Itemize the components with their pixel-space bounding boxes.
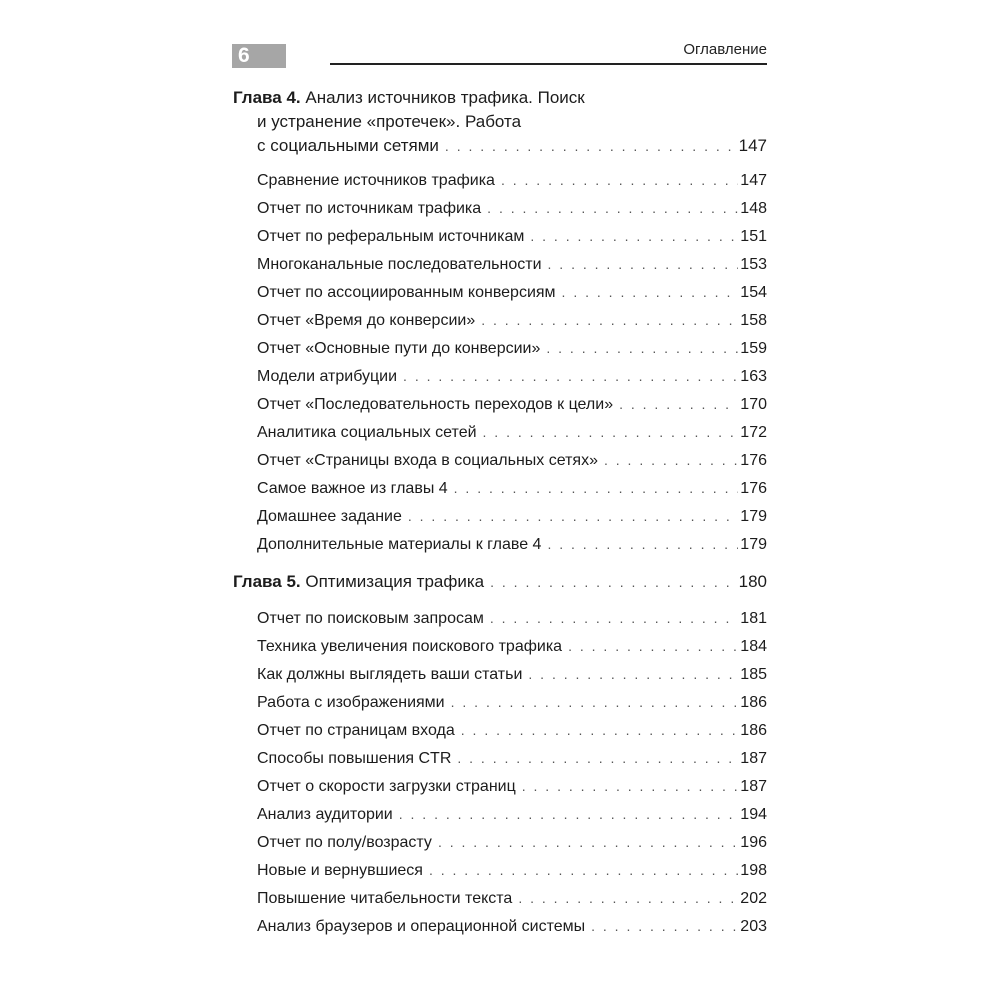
chapter-4-title-part-3: с социальными сетями <box>257 136 439 155</box>
toc-entry[interactable] <box>233 744 767 772</box>
toc-entry-title: Дополнительные материалы к главе 4 <box>257 536 542 553</box>
dot-leader <box>429 856 738 884</box>
toc-entry-page: 163 <box>740 368 767 385</box>
toc-entry-page: 148 <box>740 200 767 217</box>
toc-entry[interactable] <box>233 306 767 334</box>
toc-entry-title: Анализ браузеров и операционной системы <box>257 918 586 935</box>
toc-entry-page: 185 <box>740 666 767 683</box>
toc-entry-page: 176 <box>740 452 767 469</box>
toc-entry-title: Отчет «Последовательность переходов к цели» <box>257 396 614 413</box>
toc-entry-page: 184 <box>740 638 767 655</box>
dot-leader <box>399 800 739 828</box>
toc-entry-title: Домашнее задание <box>257 508 402 525</box>
toc-entry-page: 203 <box>740 918 767 935</box>
dot-leader <box>483 418 739 446</box>
dot-leader <box>619 390 738 418</box>
toc-entry-title: Работа с изображениями <box>257 694 445 711</box>
dot-leader <box>481 306 738 334</box>
toc-entry[interactable] <box>233 334 767 362</box>
chapter-4-entries <box>233 166 767 558</box>
dot-leader <box>604 446 738 474</box>
toc-entry-title: Отчет по полу/возрасту <box>257 834 432 851</box>
toc-entry-page: 151 <box>740 228 767 245</box>
toc-entry-page: 153 <box>740 256 767 273</box>
toc-entry[interactable] <box>233 884 767 912</box>
chapter-5-title-text: Оптимизация трафика <box>305 572 485 591</box>
toc-entry[interactable] <box>233 688 767 716</box>
toc-entry-page: 172 <box>740 424 767 441</box>
toc-entry[interactable] <box>233 362 767 390</box>
dot-leader <box>528 660 738 688</box>
toc-entry-page: 159 <box>740 340 767 357</box>
toc-entry-page: 170 <box>740 396 767 413</box>
toc-entry-title: Модели атрибуции <box>257 368 398 385</box>
toc-entry-title: Как должны выглядеть ваши статьи <box>257 666 523 683</box>
toc-entry-page: 187 <box>740 750 767 767</box>
toc-entry-page: 186 <box>740 722 767 739</box>
page-number: 6 <box>232 44 286 68</box>
dot-leader <box>457 744 738 772</box>
toc-entry-title: Техника увеличения поискового трафика <box>257 638 563 655</box>
toc-entry[interactable] <box>233 604 767 632</box>
toc-entry-title: Самое важное из главы 4 <box>257 480 448 497</box>
toc-entry-page: 147 <box>740 172 767 189</box>
toc-entry-title: Повышение читабельности текста <box>257 890 513 907</box>
toc-entry[interactable] <box>233 716 767 744</box>
toc-entry-page: 202 <box>740 890 767 907</box>
toc-entry[interactable] <box>233 912 767 940</box>
toc-entry[interactable] <box>233 166 767 194</box>
chapter-4-heading <box>233 86 767 158</box>
toc-entry-page: 196 <box>740 834 767 851</box>
dot-leader <box>591 912 738 940</box>
toc-entry-title: Аналитика социальных сетей <box>257 424 477 441</box>
toc-entry[interactable] <box>233 194 767 222</box>
toc-entry[interactable] <box>233 278 767 306</box>
chapter-4-page: 147 <box>738 136 767 155</box>
chapter-4-title-line-3 <box>233 134 767 158</box>
toc-entry[interactable] <box>233 800 767 828</box>
toc-entry[interactable] <box>233 502 767 530</box>
toc-entry[interactable] <box>233 856 767 884</box>
toc-entry-page: 176 <box>740 480 767 497</box>
dot-leader <box>547 530 738 558</box>
toc-entry-title: Отчет по источникам трафика <box>257 200 482 217</box>
running-header-title: Оглавление <box>683 41 767 58</box>
toc-entry[interactable] <box>233 530 767 558</box>
dot-leader <box>562 278 739 306</box>
toc-entry-page: 179 <box>740 536 767 553</box>
toc-entry[interactable] <box>233 390 767 418</box>
toc-entry-title: Отчет по реферальным источникам <box>257 228 525 245</box>
toc-entry[interactable] <box>233 446 767 474</box>
toc-entry-title: Отчет «Основные пути до конверсии» <box>257 340 541 357</box>
dot-leader <box>445 134 737 158</box>
chapter-5-title <box>233 568 484 596</box>
toc-entry-title: Отчет по ассоциированным конверсиям <box>257 284 556 301</box>
toc-entry[interactable] <box>233 474 767 502</box>
dot-leader <box>487 194 738 222</box>
toc-entry-page: 154 <box>740 284 767 301</box>
dot-leader <box>403 362 738 390</box>
chapter-5-entries <box>233 604 767 940</box>
dot-leader <box>518 884 738 912</box>
dot-leader <box>490 568 737 596</box>
dot-leader <box>461 716 739 744</box>
toc-entry-title: Способы повышения CTR <box>257 750 452 767</box>
toc-entry-title: Сравнение источников трафика <box>257 172 495 189</box>
chapter-4-title-part-1: Анализ источников трафика. Поиск <box>305 88 585 107</box>
toc-entry-page: 158 <box>740 312 767 329</box>
chapter-5-heading[interactable] <box>233 568 767 596</box>
toc-entry-page: 187 <box>740 778 767 795</box>
toc-entry[interactable] <box>233 222 767 250</box>
dot-leader <box>548 250 739 278</box>
toc-entry-page: 186 <box>740 694 767 711</box>
dot-leader <box>568 632 738 660</box>
dot-leader <box>501 166 738 194</box>
toc-entry[interactable] <box>233 632 767 660</box>
toc-entry-title: Отчет по страницам входа <box>257 722 455 739</box>
toc-entry[interactable] <box>233 772 767 800</box>
toc-entry-page: 181 <box>740 610 767 627</box>
chapter-4-title-line-2: и устранение «протечек». Работа <box>257 112 522 131</box>
toc-entry-page: 198 <box>740 862 767 879</box>
toc-entry[interactable] <box>233 418 767 446</box>
toc-entry-page: 194 <box>740 806 767 823</box>
toc-entry-title: Отчет «Страницы входа в социальных сетях» <box>257 452 598 469</box>
toc-entry-title: Отчет о скорости загрузки страниц <box>257 778 516 795</box>
header-rule <box>330 63 767 65</box>
dot-leader <box>490 604 738 632</box>
dot-leader <box>546 334 738 362</box>
dot-leader <box>451 688 739 716</box>
chapter-4-title-line-1 <box>233 86 767 110</box>
dot-leader <box>454 474 739 502</box>
chapter-5-page: 180 <box>738 572 767 591</box>
table-of-contents <box>233 86 767 940</box>
dot-leader <box>530 222 738 250</box>
toc-entry[interactable] <box>233 660 767 688</box>
chapter-4-label: Глава 4. <box>233 88 301 107</box>
toc-entry-title: Анализ аудитории <box>257 806 393 823</box>
toc-entry-title: Многоканальные последовательности <box>257 256 542 273</box>
toc-entry-title: Отчет по поисковым запросам <box>257 610 484 627</box>
dot-leader <box>408 502 738 530</box>
toc-entry[interactable] <box>233 250 767 278</box>
toc-entry-title: Новые и вернувшиеся <box>257 862 423 879</box>
dot-leader <box>522 772 739 800</box>
toc-entry[interactable] <box>233 828 767 856</box>
toc-entry-title: Отчет «Время до конверсии» <box>257 312 476 329</box>
dot-leader <box>438 828 738 856</box>
toc-entry-page: 179 <box>740 508 767 525</box>
chapter-5-label: Глава 5. <box>233 572 301 591</box>
